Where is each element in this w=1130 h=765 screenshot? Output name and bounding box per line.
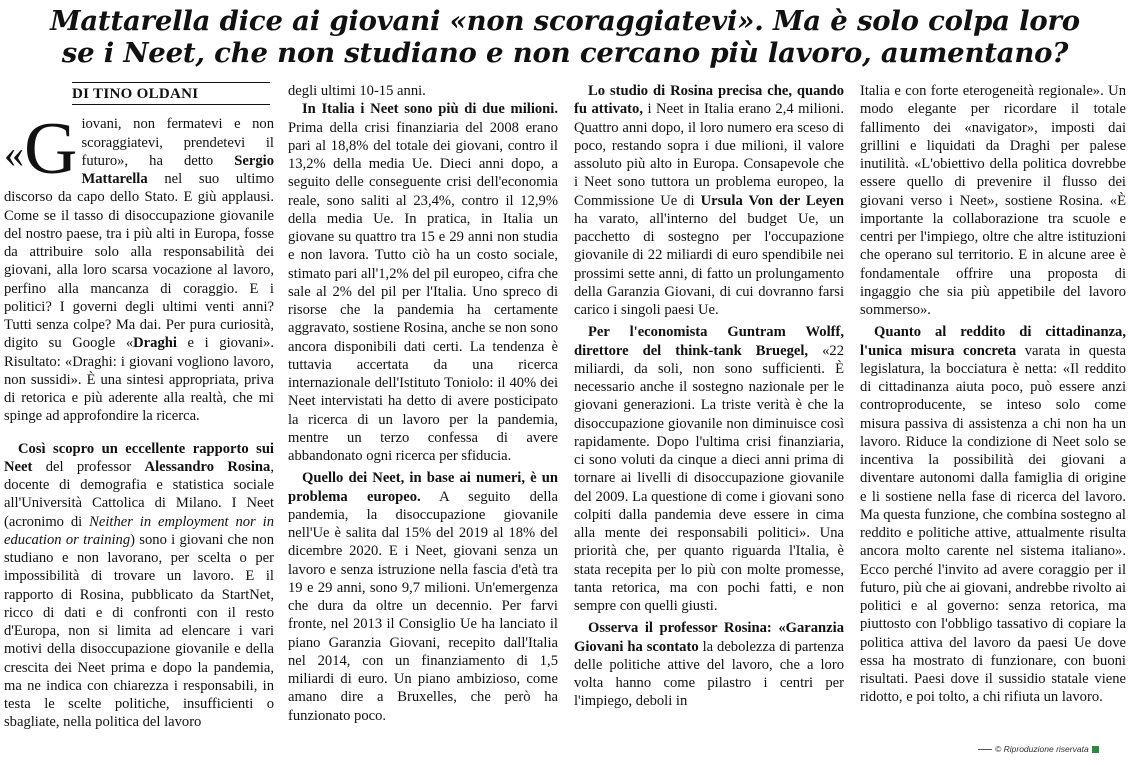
- paragraph-garanzia-giovani: [574, 619, 844, 710]
- paragraph-continuation: degli ultimi 10-15 anni.: [288, 83, 426, 99]
- drop-cap-block: [4, 108, 78, 191]
- end-mark-icon: [1092, 746, 1099, 753]
- paragraph-reddito: [860, 323, 1126, 706]
- article-column-2: [288, 82, 558, 762]
- lead-in-bold: Quanto al reddito di cittadinanza, l'unica misura concreta: [860, 324, 1126, 359]
- bold-run: Ursula Von der Leyen: [700, 192, 844, 209]
- article-column-4: [860, 82, 1126, 762]
- divider-line: [978, 749, 992, 750]
- text-run: A seguito della pandemia, la disoccupazione giovanile nell'Ue è salita dal 15% del 2019 al 18% del dicembre 2020. E i Neet, giovani senza un lavoro e senza istruzione nella fascia d'età tra 19 e 29 anni, sono 9,7 milioni. Un'emergenza che dura da oltre un decennio. Per farvi fronte, nel 2013 il Consiglio Ue ha lanciato il piano Garanzia Giovani, recepito dall'Italia nel 2014, con un finanziamento di 1,5 miliardi di euro. Un piano ambizioso, come amano dire a Bruxelles, che però ha funzionato poco.: [288, 488, 558, 724]
- text-run: la debolezza di partenza delle politiche attive del lavoro, che a loro volta hanno come pilastro i centri per l'impiego, deboli in: [574, 638, 844, 710]
- headline-line-1: Mattarella dice ai giovani «non scoraggiatevi». Ma è solo colpa loro: [50, 5, 1080, 37]
- lead-in-bold: Per l'economista Guntram Wolff, direttore del think-tank Bruegel,: [574, 324, 844, 359]
- copyright-notice: [978, 744, 1099, 754]
- text-run: Prima della crisi finanziaria del 2008 erano pari al 18,8% del totale dei giovani, contro il 13,2% della media Ue. Dieci anni dopo, a seguito delle conseguente crisi dell'economia reale, sono saliti al 23,4%, contro il 12,9% della media Ue. In pratica, in Italia un giovane su quattro tra 15 e 29 anni non studia e non lavora. Tutto ciò ha un costo sociale, stimato pari all'1,2% del pil europeo, cifra che sale al 2% del pil per l'Italia. Uno spreco di risorse che la pandemia ha certamente aggravato, sostiene Rosina, anche se non sono ancora disponibili dati certi. La tendenza è tuttavia accertata da una ricerca internazionale dell'Istituto Toniolo: il 40% dei Neet intervistati ha detto di avere posticipato la ricerca di un lavoro per la pandemia, mentre un terzo confessa di avere abbandonato ogni ricerca per sfiducia.: [288, 119, 558, 464]
- text-run: nel suo ultimo discorso da capo dello Stato. E giù applausi. Come se il tasso di disoccupazione giovanile del nostro paese, tra i più alti in Europa, fosse da attribuire solo alla responsabilità dei giovani, alla loro scarsa vocazione al lavoro, perfino alla mancanza di coraggio. E i politici? I governi degli ultimi venti anni? Tutti senza colpe? Ma dai. Per pura curiosità, digito su Google «: [4, 171, 274, 352]
- paragraph-wolff: [574, 323, 844, 615]
- bold-run: Alessandro Rosina: [144, 458, 271, 475]
- paragraph-italia-neet: [288, 100, 558, 465]
- bold-run: Draghi: [133, 335, 177, 352]
- article-headline: [0, 0, 1130, 76]
- lead-in-bold: Così scopro un eccellente rapporto sui Neet: [4, 440, 274, 475]
- text-run: , docente di demografia e statistica sociale all'Università Cattolica di Milano. I Neet (acronimo di: [4, 458, 274, 530]
- byline: DI TINO OLDANI: [72, 82, 270, 105]
- text-run: iovani, non fermatevi e non scoraggiatevi, prendetevi il futuro», ha detto: [81, 116, 274, 169]
- text-run: i Neet in Italia erano 2,4 milioni. Quattro anni dopo, il loro numero era sceso di poco, restando sopra i due milioni, il valore assoluto più alto in Europa. Consapevole che i Neet sono tuttora un problema europeo, la Commissione Ue di: [574, 101, 844, 209]
- italic-run: Neither in employment nor in education or training: [4, 513, 274, 548]
- paragraph-rapporto: [4, 440, 274, 732]
- text-run: «22 miliardi, da soli, non sono sufficienti. È necessario anche il sostegno nazionale per le giovani generazioni. La triste verità è che la disoccupazione giovanile non diminuisce così rapidamente. Dopo l'ultima crisi finanziaria, ci sono voluti da cinque a dieci anni prima di tornare ai livelli di disoccupazione giovanile del 2009. La questione di come i giovani sono colpiti dalla pandemia deve essere in cima alla mente dei responsabili politici». Una priorità che, per quanto riguarda l'Italia, è stata recepita per lo più con molte promesse, tanta retorica, ma con pochi fatti, e non sempre con quelli giusti.: [574, 342, 844, 614]
- text-run: ) sono i giovani che non studiano e non lavorano, per scelta o per impossibilità di trovare un lavoro. E il rapporto di Rosina, pubblicato da StartNet, ricco di dati e di confronti con il resto d'Europa, non si limita ad elencare i vari motivi della disoccupazione giovanile e della crescita dei Neet prima e dopo la pandemia, ma ne indica con chiarezza i responsabili, in testa le scelte politiche, insufficienti o sbagliate, nella politica del lavoro: [4, 531, 274, 731]
- text-run: del professor: [32, 458, 145, 475]
- lead-in-bold: Quello dei Neet, in base ai numeri, è un problema europeo.: [288, 470, 558, 505]
- headline-line-2: se i Neet, che non studiano e non cercano più lavoro, aumentano?: [61, 37, 1069, 69]
- text-run: ha varato, all'interno del budget Ue, un pacchetto di sostegno per l'occupazione giovanile di 22 miliardi di euro spendibile nei prossimi sette anni, di fatto un prolungamento della Garanzia Giovani, di cui dovranno farsi carico i singoli paesi Ue.: [574, 210, 844, 318]
- article-column-1: [4, 82, 274, 762]
- copyright-text: © Riproduzione riservata: [995, 744, 1089, 754]
- paragraph-continuation: Italia e con forte eterogeneità regionale». Un modo elegante per ricordare il totale fallimento dei «navigator», imposti dai grillini e liquidati da Draghi per palese inutilità. «L'obiettivo della politica dovrebbe essere quello di prevenire il flusso dei giovani verso i Neet», sostiene Rosina. «È importante la collaborazione tra scuole e centri per l'impiego, oltre che altre istituzioni che operano sul territorio. E in alcune aree è fondamentale offrire una proposta di ingaggio che sia più appetibile del lavoro sommerso».: [860, 83, 1126, 318]
- paragraph-problema-europeo: [288, 469, 558, 725]
- drop-cap: G: [24, 108, 78, 191]
- paragraph-intro: [4, 108, 274, 425]
- text-run: e i giovani». Risultato: «Draghi: i giovani vogliono lavoro, non sussidi». È una sintesi appropriata, priva di retorica e più aderente alla realtà, che mi spinge ad approfondire la ricerca.: [4, 335, 274, 425]
- lead-in-bold: In Italia i Neet sono più di due milioni.: [302, 101, 558, 118]
- bold-run: Sergio Mattarella: [81, 152, 274, 187]
- paragraph-studio-rosina: [574, 82, 844, 319]
- opening-guillemet: «: [4, 131, 24, 177]
- article-column-3: [574, 82, 844, 762]
- lead-in-bold: Lo studio di Rosina precisa che, quando fu attivato,: [574, 83, 844, 118]
- text-run: varata in questa legislatura, la bocciatura è netta: «Il reddito di cittadinanza aiuta poco, può essere anzi controproducente, se inteso solo come misura passiva di assistenza a chi non ha un lavoro. Riduce la condizione di Neet solo se incentiva la possibilità dei giovani a diventare autonomi dalla famiglia di origine e li sostiene nella fase di ricerca del lavoro. Ma questa funzione, che combina sostegno al reddito e politiche attive, attualmente risulta ancora molto carente nel sistema italiano». Ecco perché l'invito ad avere coraggio per il futuro, più che ai giovani, andrebbe rivolto ai politici e al governo: senza retorica, ma piuttosto con l'obbligo tassativo di copiare la politica attiva del lavoro da paesi Ue dove essa ha mostrato di funzionare, con buoni risultati. Paesi dove il sussidio statale viene ridotto, e poi tolto, a chi rifiuta un lavoro.: [860, 342, 1126, 706]
- lead-in-bold: Osserva il professor Rosina: «Garanzia Giovani ha scontato: [574, 620, 844, 655]
